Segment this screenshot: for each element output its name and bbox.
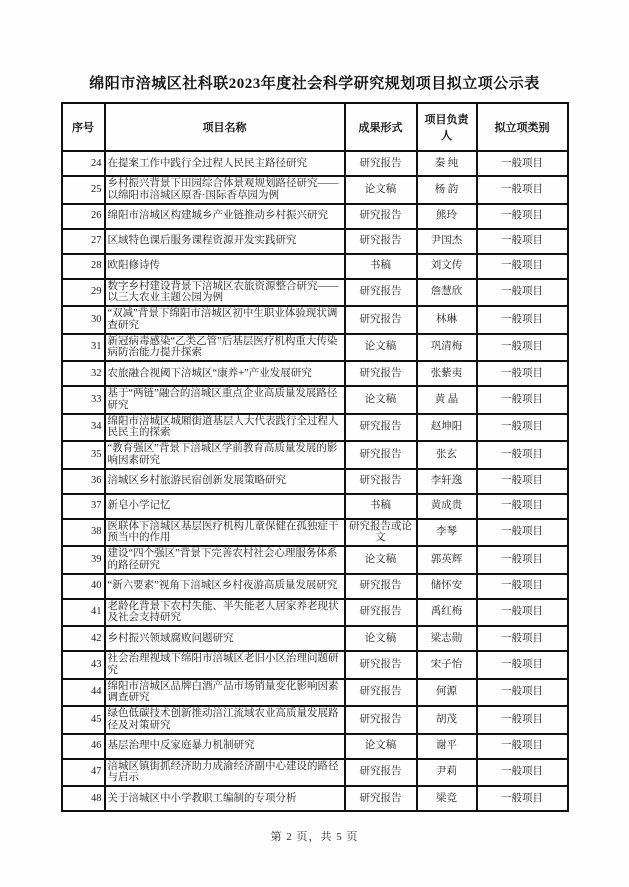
project-row	[62, 679, 568, 707]
category: 一般项目	[477, 361, 568, 386]
project-row	[62, 599, 568, 627]
project-name: “双减”背景下绵阳市涪城区初中生职业体验现状调查研究	[105, 306, 345, 334]
project-name: 涪城区镇街抓经济助力成渝经济副中心建设的路径与启示	[105, 759, 345, 787]
project-leader: 梁竞	[417, 786, 477, 811]
row-number: 33	[62, 386, 105, 414]
category: 一般项目	[477, 546, 568, 574]
project-name: 医联体下涪城区基层医疗机构儿童保健在孤独症干预当中的作用	[105, 519, 345, 547]
project-leader: 郭英辉	[417, 546, 477, 574]
category: 一般项目	[477, 386, 568, 414]
project-name: 绵阳市涪城区品牌白酒产品市场销量变化影响因素调查研究	[105, 679, 345, 707]
project-name: 农旅融合视阈下涪城区“康养+”产业发展研究	[105, 361, 345, 386]
result-form: 研究报告	[345, 306, 417, 334]
result-form: 书稿	[345, 494, 417, 519]
category: 一般项目	[477, 176, 568, 204]
project-leader: 张紫夷	[417, 361, 477, 386]
category: 一般项目	[477, 599, 568, 627]
result-form: 论文稿	[345, 176, 417, 204]
result-form: 书稿	[345, 254, 417, 279]
project-row	[62, 151, 568, 176]
project-name: 欧阳修诗传	[105, 254, 345, 279]
result-form: 研究报告	[345, 651, 417, 679]
project-leader: 林琳	[417, 306, 477, 334]
column-header-project-name: 项目名称	[105, 103, 345, 151]
category: 一般项目	[477, 626, 568, 651]
project-name: 绵阳市涪城区构建城乡产业链推动乡村振兴研究	[105, 204, 345, 229]
project-row	[62, 759, 568, 787]
project-leader: 宋子怡	[417, 651, 477, 679]
project-name: “教育强区”背景下涪城区学前教育高质量发展的影响因素研究	[105, 441, 345, 469]
project-leader: 李琴	[417, 519, 477, 547]
project-leader: 何源	[417, 679, 477, 707]
row-number: 29	[62, 279, 105, 307]
project-row	[62, 626, 568, 651]
project-row	[62, 651, 568, 679]
projects-table	[61, 102, 569, 812]
project-row	[62, 254, 568, 279]
result-form: 研究报告	[345, 706, 417, 734]
project-name: 基层治理中反家庭暴力机制研究	[105, 734, 345, 759]
project-leader: 尹国杰	[417, 229, 477, 254]
result-form: 论文稿	[345, 546, 417, 574]
project-row	[62, 734, 568, 759]
category: 一般项目	[477, 151, 568, 176]
row-number: 32	[62, 361, 105, 386]
result-form: 研究报告	[345, 441, 417, 469]
result-form: 论文稿	[345, 334, 417, 362]
row-number: 34	[62, 414, 105, 442]
row-number: 31	[62, 334, 105, 362]
category: 一般项目	[477, 574, 568, 599]
category: 一般项目	[477, 229, 568, 254]
project-name: 区域特色课后服务课程资源开发实践研究	[105, 229, 345, 254]
project-leader: 梁志勋	[417, 626, 477, 651]
project-name: 数字乡村建设背景下涪城区农旅资源整合研究——以三大农业主题公园为例	[105, 279, 345, 307]
row-number: 30	[62, 306, 105, 334]
project-row	[62, 361, 568, 386]
result-form: 研究报告	[345, 151, 417, 176]
project-leader: 禹红梅	[417, 599, 477, 627]
project-leader: 刘文传	[417, 254, 477, 279]
result-form: 研究报告	[345, 574, 417, 599]
page-footer	[0, 828, 629, 844]
result-form: 研究报告	[345, 204, 417, 229]
project-leader: 胡茂	[417, 706, 477, 734]
category: 一般项目	[477, 734, 568, 759]
project-row	[62, 229, 568, 254]
row-number: 45	[62, 706, 105, 734]
project-row	[62, 386, 568, 414]
category: 一般项目	[477, 519, 568, 547]
project-name: 基于“两链”融合的涪城区重点企业高质量发展路径研究	[105, 386, 345, 414]
header-row	[62, 103, 568, 151]
row-number: 36	[62, 469, 105, 494]
result-form: 研究报告或论文	[345, 519, 417, 547]
category: 一般项目	[477, 204, 568, 229]
row-number: 41	[62, 599, 105, 627]
project-row	[62, 546, 568, 574]
project-name: 涪城区乡村旅游民宿创新发展策略研究	[105, 469, 345, 494]
project-name: 乡村振兴领域腐败问题研究	[105, 626, 345, 651]
row-number: 27	[62, 229, 105, 254]
result-form: 研究报告	[345, 414, 417, 442]
project-row	[62, 414, 568, 442]
category: 一般项目	[477, 254, 568, 279]
project-leader: 詹慧欣	[417, 279, 477, 307]
column-header-number: 序号	[62, 103, 105, 151]
project-leader: 黄 晶	[417, 386, 477, 414]
row-number: 35	[62, 441, 105, 469]
project-name: 建设“四个强区”背景下完善农村社会心理服务体系的路径研究	[105, 546, 345, 574]
project-leader: 尹莉	[417, 759, 477, 787]
row-number: 24	[62, 151, 105, 176]
project-row	[62, 441, 568, 469]
project-name: 关于涪城区中小学教职工编制的专项分析	[105, 786, 345, 811]
project-row	[62, 519, 568, 547]
page-indicator: 第 2 页，共 5 页	[270, 831, 359, 843]
row-number: 47	[62, 759, 105, 787]
project-name: 乡村振兴背景下田园综合体景观规划路径研究——以绵阳市涪城区原香·国际香草园为例	[105, 176, 345, 204]
category: 一般项目	[477, 441, 568, 469]
category: 一般项目	[477, 469, 568, 494]
category: 一般项目	[477, 494, 568, 519]
project-leader: 黄成贵	[417, 494, 477, 519]
column-header-project-leader: 项目负责人	[417, 103, 477, 151]
project-row	[62, 176, 568, 204]
project-leader: 熊玲	[417, 204, 477, 229]
result-form: 研究报告	[345, 469, 417, 494]
project-leader: 秦 纯	[417, 151, 477, 176]
project-row	[62, 706, 568, 734]
category: 一般项目	[477, 306, 568, 334]
result-form: 研究报告	[345, 361, 417, 386]
category: 一般项目	[477, 651, 568, 679]
result-form: 研究报告	[345, 786, 417, 811]
row-number: 48	[62, 786, 105, 811]
project-leader: 巩清梅	[417, 334, 477, 362]
project-name: 社会治理视域下绵阳市涪城区老旧小区治理问题研究	[105, 651, 345, 679]
row-number: 25	[62, 176, 105, 204]
row-number: 37	[62, 494, 105, 519]
result-form: 研究报告	[345, 229, 417, 254]
project-name: “新六要素”视角下涪城区乡村夜游高质量发展研究	[105, 574, 345, 599]
project-leader: 赵坤阳	[417, 414, 477, 442]
row-number: 46	[62, 734, 105, 759]
row-number: 40	[62, 574, 105, 599]
row-number: 28	[62, 254, 105, 279]
category: 一般项目	[477, 706, 568, 734]
project-row	[62, 494, 568, 519]
project-name: 在提案工作中践行全过程人民民主路径研究	[105, 151, 345, 176]
project-name: 新皂小学记忆	[105, 494, 345, 519]
row-number: 42	[62, 626, 105, 651]
column-header-result-form: 成果形式	[345, 103, 417, 151]
table-header	[62, 103, 568, 151]
category: 一般项目	[477, 414, 568, 442]
category: 一般项目	[477, 786, 568, 811]
category: 一般项目	[477, 679, 568, 707]
row-number: 39	[62, 546, 105, 574]
category: 一般项目	[477, 759, 568, 787]
project-name: 老龄化背景下农村失能、半失能老人居家养老现状及社会支持研究	[105, 599, 345, 627]
result-form: 论文稿	[345, 386, 417, 414]
project-leader: 储怀安	[417, 574, 477, 599]
result-form: 论文稿	[345, 626, 417, 651]
project-row	[62, 279, 568, 307]
project-leader: 李轩逸	[417, 469, 477, 494]
row-number: 26	[62, 204, 105, 229]
result-form: 研究报告	[345, 759, 417, 787]
category: 一般项目	[477, 334, 568, 362]
project-name: 新冠病毒感染“乙类乙管”后基层医疗机构重大传染病防治能力提升探索	[105, 334, 345, 362]
project-row	[62, 574, 568, 599]
row-number: 44	[62, 679, 105, 707]
table-body	[62, 151, 568, 811]
column-header-category: 拟立项类别	[477, 103, 568, 151]
project-row	[62, 469, 568, 494]
row-number: 38	[62, 519, 105, 547]
result-form: 研究报告	[345, 599, 417, 627]
category: 一般项目	[477, 279, 568, 307]
project-row	[62, 306, 568, 334]
project-leader: 谢平	[417, 734, 477, 759]
row-number: 43	[62, 651, 105, 679]
result-form: 研究报告	[345, 679, 417, 707]
result-form: 研究报告	[345, 279, 417, 307]
project-leader: 杨 韵	[417, 176, 477, 204]
project-row	[62, 786, 568, 811]
project-row	[62, 204, 568, 229]
project-name: 绿色低碳技术创新推动涪江流域农业高质量发展路径及对策研究	[105, 706, 345, 734]
project-row	[62, 334, 568, 362]
result-form: 论文稿	[345, 734, 417, 759]
project-leader: 张玄	[417, 441, 477, 469]
project-name: 绵阳市涪城区城厢街道基层人大代表践行全过程人民民主的探索	[105, 414, 345, 442]
page-title: 绵阳市涪城区社科联2023年度社会科学研究规划项目拟立项公示表	[89, 76, 540, 92]
